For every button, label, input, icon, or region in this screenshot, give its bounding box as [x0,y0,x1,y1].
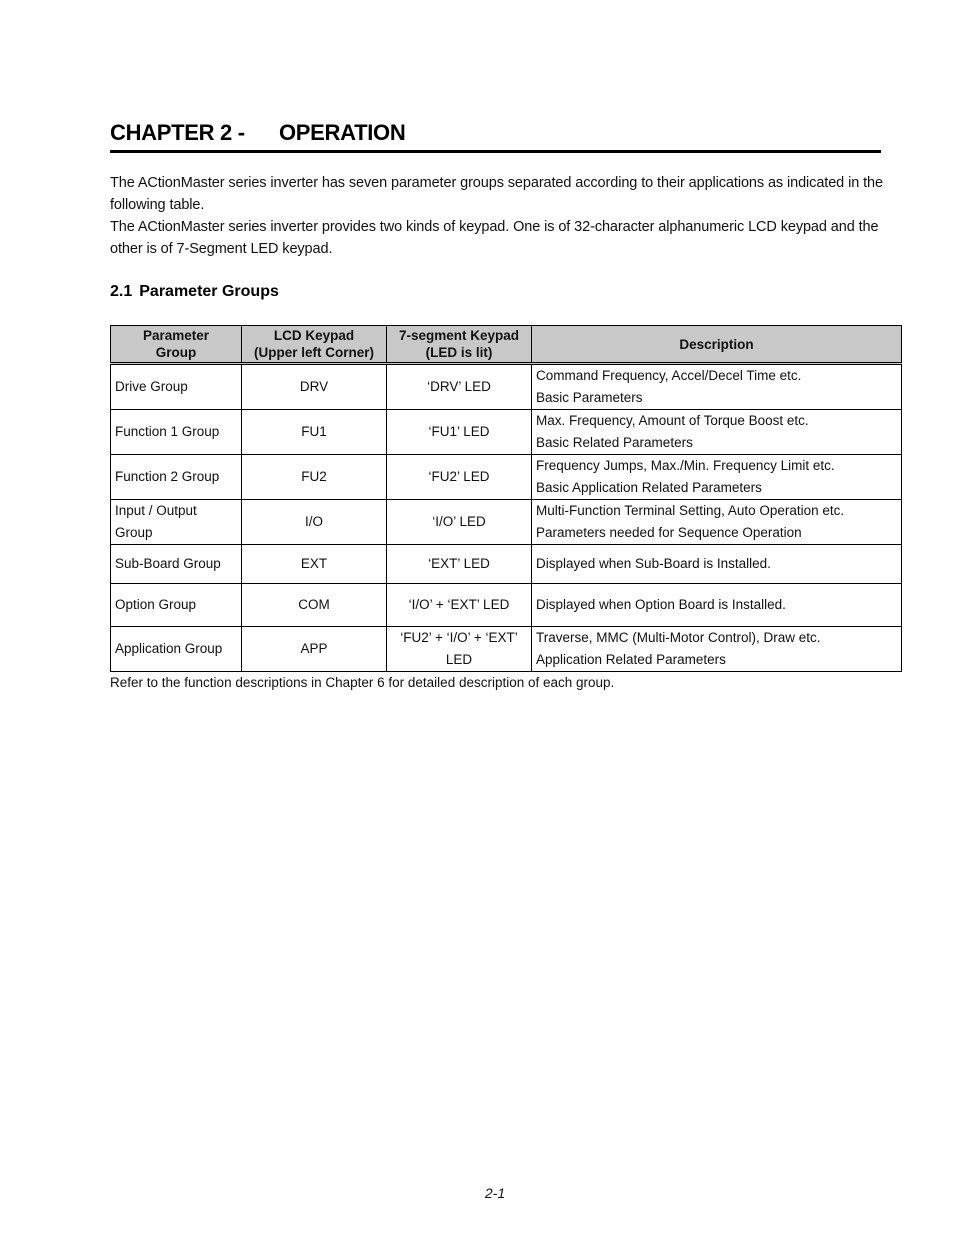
cell-description-line: Basic Related Parameters [536,435,693,450]
table-header-row [111,326,902,364]
table-row [111,500,902,545]
cell-7segment-keypad-line: ‘FU1’ LED [428,424,490,439]
cell-parameter-group-line: Drive Group [115,379,188,394]
cell-description [532,584,902,627]
header-lcd-keypad [242,326,387,364]
cell-7segment-keypad-line: ‘FU2’ + ‘I/O’ + ‘EXT’ [400,630,518,645]
header-line: (Upper left Corner) [253,345,374,360]
cell-7segment-keypad-line: ‘DRV’ LED [427,379,491,394]
cell-description [532,500,902,545]
cell-description-line: Displayed when Sub-Board is Installed. [536,556,771,571]
header-line: Description [679,336,754,352]
cell-parameter-group-line: Function 2 Group [115,469,220,484]
cell-parameter-group [111,410,242,455]
cell-description-line: Traverse, MMC (Multi-Motor Control), Draw etc. [536,630,821,645]
section-number: 2.1 [110,283,133,300]
intro-text [110,172,885,260]
cell-lcd-keypad: I/O [242,500,387,545]
cell-parameter-group [111,500,242,545]
cell-description-line: Basic Parameters [536,390,643,405]
cell-7segment-keypad [387,584,532,627]
header-parameter-group [111,326,242,364]
cell-lcd-keypad: FU2 [242,455,387,500]
table-row [111,584,902,627]
cell-7segment-keypad-line: ‘I/O’ + ‘EXT’ LED [408,597,510,612]
intro-paragraph-1: The ACtionMaster series inverter has seven parameter groups separated according to their applications as indicated in the following table. [110,175,883,213]
cell-description-line: Max. Frequency, Amount of Torque Boost etc. [536,413,809,428]
cell-parameter-group-line: Application Group [115,641,223,656]
cell-7segment-keypad [387,410,532,455]
cell-description-line: Command Frequency, Accel/Decel Time etc. [536,368,802,383]
cell-parameter-group-line: Input / Output [115,503,197,518]
cell-parameter-group [111,545,242,584]
cell-7segment-keypad-line: LED [445,652,473,667]
parameter-groups-table [110,325,902,672]
cell-7segment-keypad [387,455,532,500]
cell-7segment-keypad-line: ‘I/O’ LED [432,514,486,529]
cell-parameter-group [111,364,242,410]
table-row [111,627,902,672]
header-line: 7-segment Keypad [398,328,520,343]
table-row [111,410,902,455]
cell-parameter-group [111,627,242,672]
cell-lcd-keypad: APP [242,627,387,672]
cell-lcd-keypad: DRV [242,364,387,410]
cell-lcd-keypad: EXT [242,545,387,584]
header-line: LCD Keypad [273,328,355,343]
intro-paragraph-2: The ACtionMaster series inverter provides two kinds of keypad. One is of 32-character alphanumeric LCD keypad and the other is of 7-Segment LED keypad. [110,219,879,257]
cell-description [532,455,902,500]
chapter-heading [110,118,881,153]
cell-description [532,545,902,584]
cell-description-line: Multi-Function Terminal Setting, Auto Operation etc. [536,503,845,518]
header-7segment-keypad [387,326,532,364]
cell-description-line: Application Related Parameters [536,652,726,667]
page-number: 2-1 [484,1185,506,1201]
section-title: Parameter Groups [139,283,279,300]
table-row [111,364,902,410]
cell-parameter-group-line: Function 1 Group [115,424,220,439]
chapter-title: OPERATION [279,120,406,145]
cell-7segment-keypad [387,500,532,545]
cell-description [532,364,902,410]
cell-description-line: Basic Application Related Parameters [536,480,762,495]
cell-lcd-keypad: FU1 [242,410,387,455]
chapter-number: CHAPTER 2 - [110,120,245,145]
cell-7segment-keypad-line: ‘FU2’ LED [428,469,490,484]
header-line: (LED is lit) [425,345,493,360]
header-line: Group [155,345,197,360]
cell-description-line: Parameters needed for Sequence Operation [536,525,802,540]
table-body [111,364,902,672]
cell-parameter-group-line: Group [115,525,153,540]
table-note: Refer to the function descriptions in Chapter 6 for detailed description of each group. [110,675,615,690]
header-description [532,326,902,364]
cell-parameter-group-line: Option Group [115,597,197,612]
header-line: Parameter [142,328,210,343]
cell-7segment-keypad [387,545,532,584]
section-heading [110,281,279,303]
cell-description [532,627,902,672]
cell-description-line: Displayed when Option Board is Installed. [536,597,786,612]
cell-parameter-group-line: Sub-Board Group [115,556,221,571]
cell-description-line: Frequency Jumps, Max./Min. Frequency Limit etc. [536,458,835,473]
cell-7segment-keypad [387,364,532,410]
cell-parameter-group [111,584,242,627]
cell-lcd-keypad: COM [242,584,387,627]
table-row [111,455,902,500]
cell-description [532,410,902,455]
cell-parameter-group [111,455,242,500]
cell-7segment-keypad-line: ‘EXT’ LED [428,556,490,571]
table-row [111,545,902,584]
cell-7segment-keypad [387,627,532,672]
